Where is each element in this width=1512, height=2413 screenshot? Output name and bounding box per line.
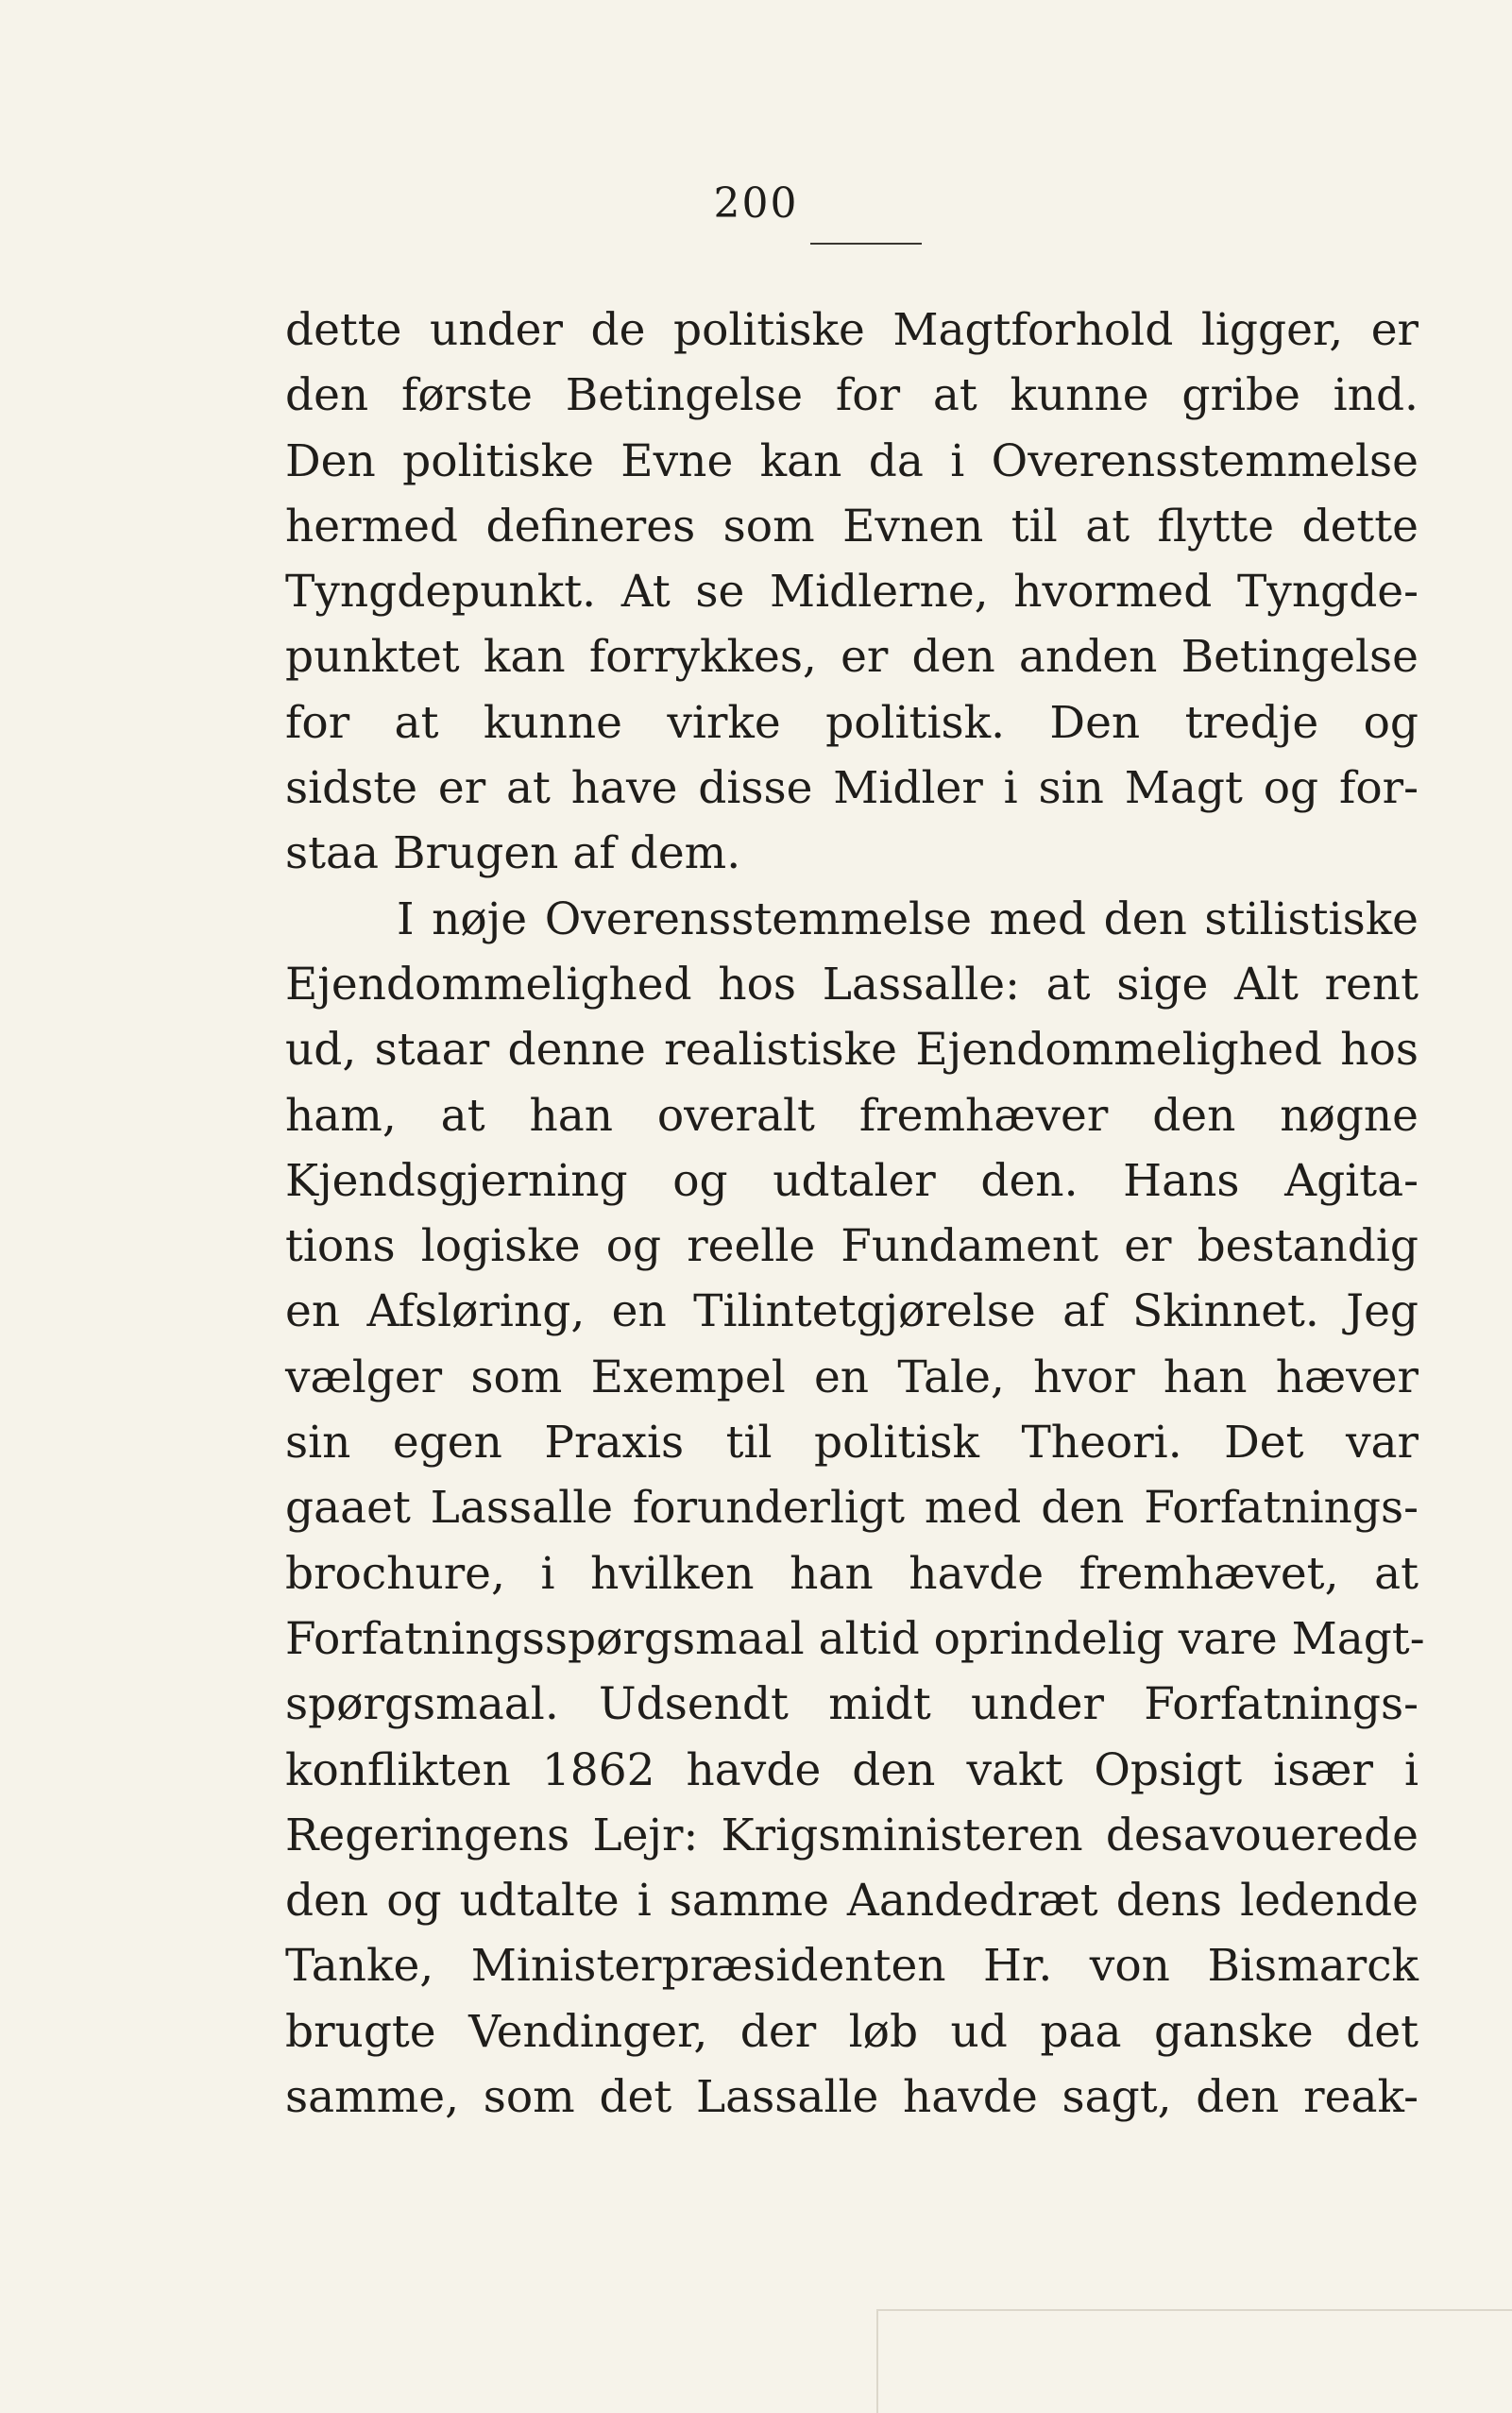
text-line: brochure, i hvilken han havde fremhævet, at — [285, 1547, 1419, 1600]
text-line: den og udtalte i samme Aandedræt dens ledende — [285, 1875, 1419, 1928]
body-text — [285, 297, 1425, 2130]
text-line: for at kunne virke politisk. Den tredje og — [285, 696, 1419, 749]
text-line: konflikten 1862 havde den vakt Opsigt især i — [285, 1743, 1419, 1796]
text-line: brugte Vendinger, der løb ud paa ganske det — [285, 2005, 1419, 2058]
text-line: tions logiske og reelle Fundament er bestandig — [285, 1220, 1419, 1273]
text-line: staa Brugen af dem. — [285, 827, 741, 880]
text-line: Ejendommelighed hos Lassalle: at sige Alt rent — [285, 958, 1419, 1011]
text-line: Tyngdepunkt. At se Midlerne, hvormed Tyngde- — [285, 566, 1419, 619]
text-line: den første Betingelse for at kunne gribe ind. — [285, 369, 1419, 422]
text-line: I nøje Overensstemmelse med den stilistiske — [397, 892, 1419, 945]
page-number: 200 — [713, 179, 799, 228]
text-line: vælger som Exempel en Tale, hvor han hæver — [285, 1351, 1419, 1403]
paragraph-2 — [285, 887, 1425, 2131]
text-line: spørgsmaal. Udsendt midt under Forfatnings- — [285, 1678, 1419, 1731]
text-line: Den politiske Evne kan da i Overensstemmelse — [285, 434, 1419, 487]
text-line: punktet kan forrykkes, er den anden Betingelse — [285, 631, 1419, 684]
text-line: sidste er at have disse Midler i sin Magt og for- — [285, 762, 1419, 815]
text-line: dette under de politiske Magtforhold ligger, er — [285, 304, 1419, 356]
text-line: ham, at han overalt fremhæver den nøgne — [285, 1089, 1419, 1142]
text-line: sin egen Praxis til politisk Theori. Det var — [285, 1417, 1419, 1470]
text-line: Kjendsgjerning og udtaler den. Hans Agita- — [285, 1154, 1419, 1207]
text-line: Regeringens Lejr: Krigsministeren desavouerede — [285, 1809, 1419, 1861]
text-line: Forfatningsspørgsmaal altid oprindelig vare Magt- — [285, 1612, 1425, 1665]
paragraph-1 — [285, 297, 1419, 887]
text-line: en Afsløring, en Tilintetgjørelse af Skinnet. Jeg — [285, 1285, 1419, 1338]
header-rule — [810, 243, 922, 245]
scan-edge-mark — [876, 2309, 1512, 2413]
text-line: Tanke, Ministerpræsidenten Hr. von Bismarck — [285, 1940, 1419, 1993]
text-line: gaaet Lassalle forunderligt med den Forfatnings- — [285, 1482, 1419, 1535]
text-line: samme, som det Lassalle havde sagt, den reak- — [285, 2071, 1419, 2124]
text-line: hermed defineres som Evnen til at flytte dette — [285, 500, 1419, 552]
text-line: ud, staar denne realistiske Ejendommelighed hos — [285, 1024, 1419, 1077]
